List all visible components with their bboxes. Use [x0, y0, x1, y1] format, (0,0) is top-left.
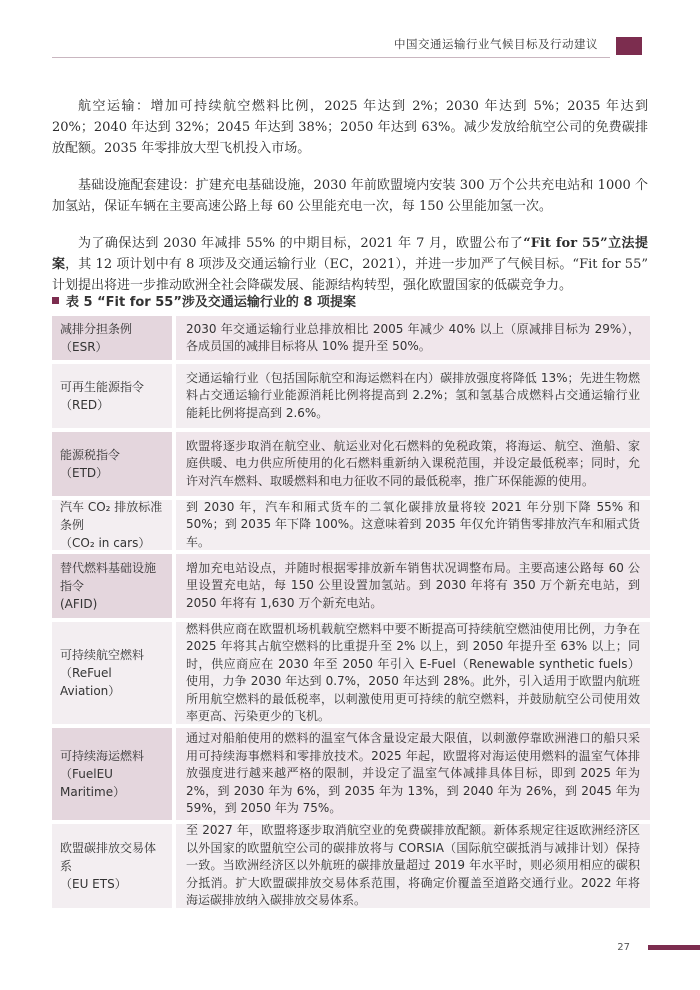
- table-row: [52, 554, 650, 618]
- row-name-cell: [52, 432, 172, 496]
- row-name: 能源税指令: [60, 448, 121, 462]
- row-name-cell: [52, 364, 172, 428]
- table-row: [52, 364, 650, 428]
- table-row: [52, 500, 650, 550]
- header-color-block: [616, 37, 642, 55]
- row-name-cell: [52, 500, 172, 550]
- proposals-table: [52, 316, 650, 912]
- body-text: [52, 96, 648, 312]
- row-abbr: （CO₂ in cars）: [60, 536, 151, 550]
- row-name: 可持续海运燃料: [60, 749, 145, 763]
- footer-color-bar: [648, 945, 700, 950]
- row-abbr: （ETD）: [60, 466, 109, 480]
- row-name-cell: [52, 554, 172, 618]
- row-description: 燃料供应商在欧盟机场机载航空燃料中要不断提高可持续航空燃油使用比例，力争在 2025 年将其占航空燃料的比重提升至 2% 以上，到 2050 年提升至 63% 以上；同时，供应商应在 2030 年至 2050 年引入 E-Fuel（Renewable synthetic fuels）使用，力争 2030 年达到 0.7%，2050 年达到 28%。此外，引入适用于欧盟内航班所用航空燃料的最低税率，以刺激使用更可持续的航空燃料，并鼓励航空公司使用效率更高、污染更少的飞机。: [176, 622, 650, 724]
- row-name-cell: [52, 728, 172, 820]
- row-name: 减排分担条例: [60, 322, 133, 336]
- paragraph-infrastructure: 基础设施配套建设：扩建充电基础设施，2030 年前欧盟境内安装 300 万个公共充电站和 1000 个加氢站，保证车辆在主要高速公路上每 60 公里能充电一次，每 150 公里能加氢一次。: [52, 178, 648, 214]
- row-description: 增加充电站设点，并随时根据零排放新车销售状况调整布局。主要高速公路每 60 公里设置充电站，每 150 公里设置加氢站。到 2030 年将有 350 万个新充电站，到 2050 年将有 1,630 万个新充电站。: [176, 554, 650, 618]
- row-description: 至 2027 年，欧盟将逐步取消航空业的免费碳排放配额。新体系规定往返欧洲经济区以外国家的欧盟航空公司的碳排放将与 CORSIA（国际航空碳抵消与减排计划）保持一致。当欧洲经济区以外航班的碳排放量超过 2019 年水平时，则必须用相应的碳积分抵消。扩大欧盟碳排放交易体系范围，将确定价覆盖至道路交通行业。2022 年将海运碳排放纳入碳排放交易体系。: [176, 824, 650, 908]
- row-description: 到 2030 年，汽车和厢式货车的二氧化碳排放量将较 2021 年分别下降 55% 和 50%；到 2035 年下降 100%。这意味着到 2035 年仅允许销售零排放汽车和厢式货车。: [176, 500, 650, 550]
- paragraph-fit-for-55: [52, 233, 648, 296]
- row-abbr: （ReFuel Aviation）: [60, 666, 121, 698]
- row-name-cell: [52, 622, 172, 724]
- row-abbr: （RED）: [60, 398, 110, 412]
- paragraph-fit-for-55-bold: “Fit for 55”立法提案: [52, 236, 648, 272]
- row-description: 2030 年交通运输行业总排放相比 2005 年减少 40% 以上（原减排目标为 29%），各成员国的减排目标将从 10% 提升至 50%。: [176, 316, 650, 360]
- row-abbr: （EU ETS）: [60, 877, 127, 891]
- row-name: 汽车 CO₂ 排放标准条例: [60, 500, 163, 532]
- paragraph-fit-for-55-part1: 为了确保达到 2030 年减排 55% 的中期目标，2021 年 7 月，欧盟公布了: [78, 236, 524, 251]
- table-caption: [52, 291, 356, 310]
- row-description: 交通运输行业（包括国际航空和海运燃料在内）碳排放强度将降低 13%；先进生物燃料占交通运输行业能源消耗比例将提高到 2.2%；氢和氢基合成燃料占交通运输行业能耗比例将提高到 2.6%。: [176, 364, 650, 428]
- table-row: [52, 824, 650, 908]
- row-name: 替代燃料基础设施指令: [60, 561, 157, 593]
- row-name: 可再生能源指令: [60, 380, 145, 394]
- row-name-cell: [52, 316, 172, 360]
- page-number: 27: [617, 942, 630, 953]
- row-abbr: (AFID): [60, 597, 98, 611]
- caption-square-icon: [52, 297, 59, 304]
- header-rule: [52, 57, 610, 58]
- paragraph-fit-for-55-part2: ，其 12 项计划中有 8 项涉及交通运输行业（EC，2021），并进一步加严了气候目标。“Fit for 55” 计划提出将进一步推动欧洲全社会降碳发展、能源结构转型，强化欧盟国家的低碳竞争力。: [52, 257, 648, 293]
- paragraph-aviation: 航空运输：增加可持续航空燃料比例，2025 年达到 2%；2030 年达到 5%；2035 年达到 20%；2040 年达到 32%；2045 年达到 38%；2050 年达到 63%。减少发放给航空公司的免费碳排放配额。2035 年零排放大型飞机投入市场。: [52, 99, 648, 156]
- row-abbr: （FuelEU Maritime）: [60, 767, 126, 799]
- row-description: 通过对船舶使用的燃料的温室气体含量设定最大限值，以刺激停靠欧洲港口的船只采用可持续海事燃料和零排放技术。2025 年起，欧盟将对海运使用燃料的温室气体排放强度进行越来越严格的限制，并设定了温室气体减排具体目标，即到 2025 年为 2%，到 2030 年为 6%，到 2035 年为 13%，到 2040 年为 26%，到 2045 年为 59%，到 2050 年为 75%。: [176, 728, 650, 820]
- row-abbr: （ESR）: [60, 340, 108, 354]
- table-row: [52, 728, 650, 820]
- table-caption-text: 表 5 “Fit for 55”涉及交通运输行业的 8 项提案: [66, 295, 356, 310]
- header-title: 中国交通运输行业气候目标及行动建议: [394, 37, 598, 51]
- row-description: 欧盟将逐步取消在航空业、航运业对化石燃料的免税政策，将海运、航空、渔船、家庭供暖、电力供应所使用的化石燃料重新纳入课税范围，并设定最低税率；同时，允许对汽车燃料、取暖燃料和电力征收不同的最低税率，推广环保能源的使用。: [176, 432, 650, 496]
- table-row: [52, 622, 650, 724]
- row-name: 欧盟碳排放交易体系: [60, 841, 157, 873]
- row-name: 可持续航空燃料: [60, 648, 145, 662]
- table-row: [52, 316, 650, 360]
- row-name-cell: [52, 824, 172, 908]
- page-header: [52, 36, 648, 58]
- table-row: [52, 432, 650, 496]
